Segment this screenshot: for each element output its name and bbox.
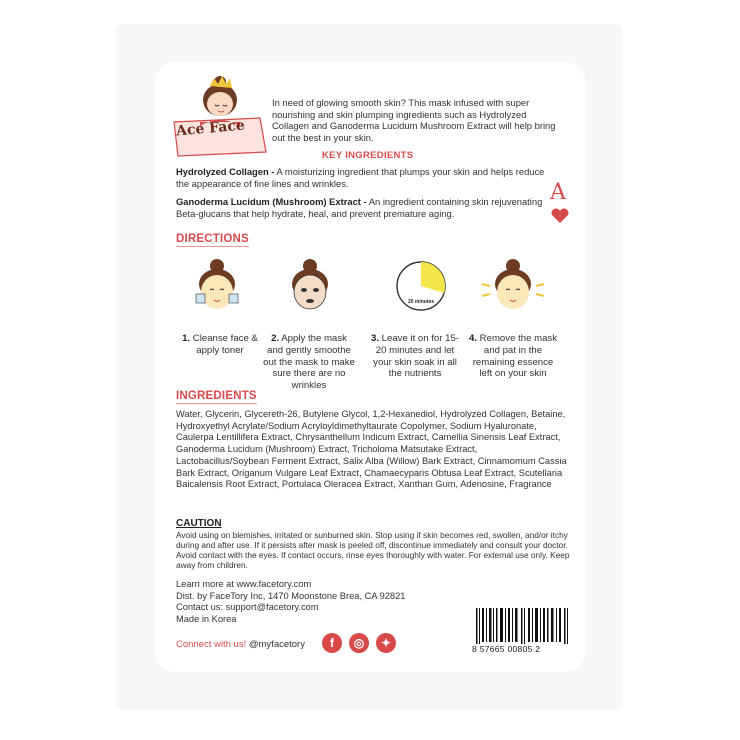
barcode-digits: 8 57665 00805 2 <box>472 644 576 654</box>
ingredients-heading: INGREDIENTS <box>176 390 257 402</box>
directions-heading: DIRECTIONS <box>176 233 249 245</box>
step-3-caption: 3. Leave it on for 15-20 minutes and let your skin soak in all the nutrients <box>370 333 459 380</box>
heart-icon <box>551 208 569 224</box>
facebook-icon[interactable]: f <box>322 633 342 653</box>
timer-label: 20 minutes <box>407 299 435 305</box>
key-ingredient-ganoderma: Ganoderma Lucidum (Mushroom) Extract - An ingredient containing skin rejuvenating Beta-glucans that help hydrate, heal, and prevent premature aging. <box>176 196 543 219</box>
ingredients-list: Water, Glycerin, Glycereth-26, Butylene Glycol, 1,2-Hexanediol, Hydrolyzed Collagen, Betaine, Hydroxyethyl Acrylate/Sodium Acryloyldimethyltaurate Copolymer, Sodium Hyaluronate, Caulerpa Lentillifera Extract, Chrysanthellum Indicum Extract, Camellia Sinensis Leaf Extract, Ganoderma Lucidum (Mushroom) Extract, Tricholoma Matsutake Extract, Lactobacillus/Soybean Ferment Extract, Salix Alba (Willow) Bark Extract, Cinnamomum Cassia Bark Extract, Origanum Vulgare Leaf Extract, Chamaecyparis Obtusa Leaf Extract, Scutellaria Baicalensis Root Extract, Portulaca Oleracea Extract, Xanthan Gum, Adenosine, Fragrance <box>176 409 567 490</box>
apply-mask-illustration <box>283 254 337 320</box>
distributor-line: Dist. by FaceTory Inc, 1470 Moonstone Brea, CA 92821 <box>176 590 406 601</box>
step-1-caption: 1. Cleanse face & apply toner <box>182 333 258 356</box>
caution-text: Avoid using on blemishes, irritated or sunburned skin. Stop using if skin becomes red, swollen, and/or itchy during and after use. If it persists after mask is peeled off, discontinue immediately and consult your doctor. Avoid contact with the eyes. If contact occurs, rinse eyes thoroughly with water. For external use only. Keep away from children. <box>176 530 570 570</box>
contact-block <box>176 579 405 625</box>
connect-line: Connect with us! @myfacetory <box>176 639 305 650</box>
instagram-icon[interactable]: ◎ <box>349 633 369 653</box>
pat-essence-illustration <box>478 254 548 320</box>
key-ingredients-heading: KEY INGREDIENTS <box>322 150 414 161</box>
ace-face-logo <box>168 64 268 160</box>
barcode <box>476 608 572 646</box>
step-4-caption: 4. Remove the mask and pat in the remaining essence left on your skin <box>469 333 557 380</box>
logo-text: Ace Face <box>175 117 246 140</box>
caution-heading: CAUTION <box>176 518 222 529</box>
cleanse-face-illustration <box>190 254 244 320</box>
website-line: Learn more at www.facetory.com <box>176 579 312 589</box>
social-handle: @myfacetory <box>248 639 305 650</box>
twitter-icon[interactable]: ✦ <box>376 633 396 653</box>
intro-paragraph: In need of glowing smooth skin? This mask infused with super nourishing and skin plumping ingredients such as Hydrolyzed Collagen and Ganoderma Lucidum Mushroom Extract will help bring out the best in your skin. <box>272 97 556 143</box>
step-2-caption: 2. Apply the mask and gently smoothe out the mask to make sure there are no wrinkles <box>263 333 355 392</box>
card-letter: A <box>550 180 566 205</box>
support-email-line: Contact us: support@facetory.com <box>176 602 319 613</box>
origin-line: Made in Korea <box>176 613 237 624</box>
key-ingredient-collagen: Hydrolyzed Collagen - A moisturizing ingredient that plumps your skin and helps reduce the appearance of fine lines and wrinkles. <box>176 166 545 189</box>
